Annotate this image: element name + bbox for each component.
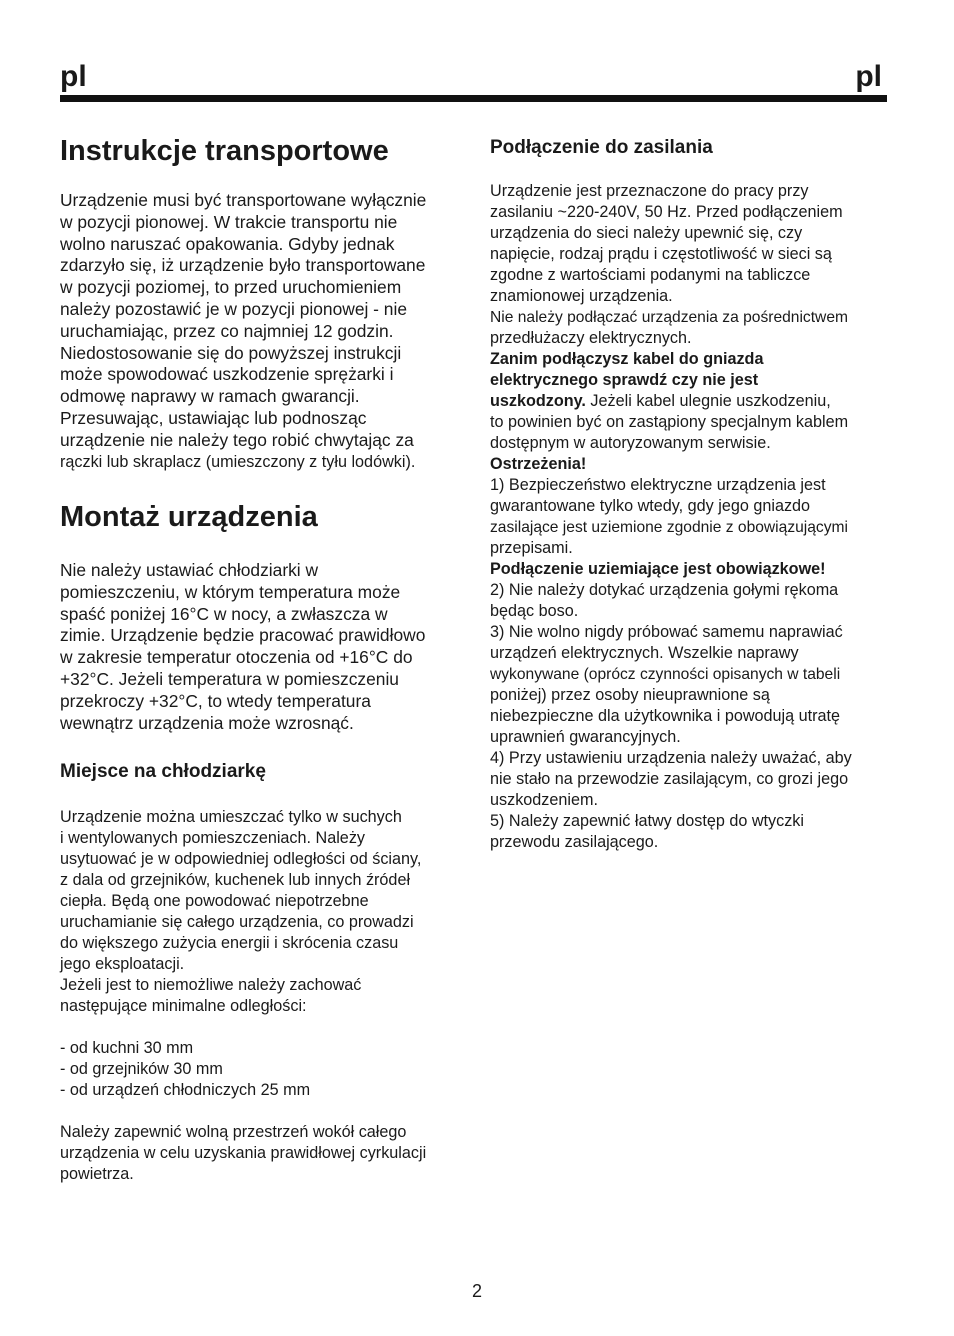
- transport-line: Urządzenie musi być transportowane wyłącznie: [60, 190, 427, 210]
- zasilanie-line: Nie należy podłączać urządzenia za pośrednictwem: [490, 309, 848, 326]
- montaz-title: Montaż urządzenia: [60, 501, 318, 533]
- transport-line: w pozycji pionowej. W trakcie transportu nie: [60, 211, 398, 232]
- zasilanie-line: nie stało na przewodzie zasilającym, co grozi jego: [490, 770, 849, 788]
- zasilanie-line: [490, 391, 852, 412]
- header-language-left: pl: [60, 60, 87, 93]
- transport-line: Przesuwając, ustawiając lub podnosząc: [60, 407, 367, 428]
- miejsce-title: Miejsce na chłodziarkę: [60, 761, 266, 782]
- header-language-right: pl: [855, 60, 882, 93]
- zasilanie-line: uszkodzeniem.: [490, 791, 598, 809]
- zasilanie-line: gwarantowane tylko wtedy, gdy jego gniazdo: [490, 497, 811, 515]
- circulation-line: powietrza.: [60, 1165, 134, 1183]
- transport-line: rączki lub skraplacz (umieszczony z tyłu lodówki).: [60, 452, 416, 471]
- zasilanie-line: 4) Przy ustawieniu urządzenia należy uważać, aby: [490, 749, 852, 767]
- zasilanie-title: Podłączenie do zasilania: [490, 137, 713, 158]
- circulation-line: Należy zapewnić wolną przestrzeń wokół całego: [60, 1123, 407, 1141]
- zasilanie-line: uprawnień gwarancyjnych.: [490, 728, 681, 746]
- zasilanie-line: to powinien być on zastąpiony specjalnym kablem: [490, 413, 849, 431]
- montaz-line: zimie. Urządzenie będzie pracować prawidłowo: [60, 625, 426, 646]
- zasilanie-line: zasilaniu ~220-240V, 50 Hz. Przed podłączeniem: [490, 203, 843, 221]
- page-number: 2: [471, 1281, 482, 1301]
- grounding-warning: Podłączenie uziemiające jest obowiązkowe!: [490, 560, 826, 578]
- list-item: - od grzejników 30 mm: [60, 1060, 223, 1078]
- miejsce-line: Urządzenie można umieszczać tylko w suchych: [60, 808, 402, 826]
- montaz-line: +32°C. Jeżeli temperatura w pomieszczeniu: [60, 668, 399, 689]
- transport-line: urządzenie nie należy tego robić chwytając za: [60, 429, 414, 450]
- zasilanie-line: dostępnym w autoryzowanym serwisie.: [490, 434, 771, 452]
- zasilanie-line: zasilające jest uziemione zgodnie z obowiązującymi: [490, 519, 848, 536]
- miejsce-line: ciepła. Będą one powodować niepotrzebne: [60, 892, 369, 910]
- transport-title: Instrukcje transportowe: [60, 135, 389, 167]
- montaz-line: wewnątrz urządzenia może wzrosnąć.: [60, 712, 354, 733]
- miejsce-line: uruchamianie się całego urządzenia, co prowadzi: [60, 913, 414, 931]
- transport-line: uruchamiając, przez co najmniej 12 godzin.: [60, 320, 394, 341]
- zasilanie-line: poniżej) przez osoby nieuprawnione są: [490, 686, 770, 704]
- zasilanie-line: wykonywane (oprócz czynności opisanych w tabeli: [490, 666, 841, 683]
- zasilanie-line: urządzeń elektrycznych. Wszelkie naprawy: [490, 644, 799, 662]
- montaz-line: Nie należy ustawiać chłodziarki w: [60, 560, 319, 580]
- header-rule: [60, 95, 887, 102]
- list-item: - od kuchni 30 mm: [60, 1039, 194, 1057]
- montaz-line: pomieszczeniu, w którym temperatura może: [60, 581, 401, 602]
- zasilanie-line: napięcie, rodzaj prądu i częstotliwość w sieci są: [490, 245, 832, 263]
- montaz-line: w zakresie temperatur otoczenia od +16°C do: [60, 647, 413, 668]
- zasilanie-line: 3) Nie wolno nigdy próbować samemu naprawiać: [490, 623, 843, 641]
- zasilanie-line: przepisami.: [490, 539, 573, 557]
- cable-warning-line: Zanim podłączysz kabel do gniazda: [490, 350, 764, 368]
- zasilanie-line: 1) Bezpieczeństwo elektryczne urządzenia jest: [490, 476, 826, 494]
- transport-line: Niedostosowanie się do powyższej instrukcji: [60, 342, 402, 363]
- list-item: - od urządzeń chłodniczych 25 mm: [60, 1081, 311, 1099]
- transport-line: może spowodować uszkodzenie sprężarki i: [60, 364, 394, 385]
- circulation-text: [60, 1122, 426, 1185]
- zasilanie-text: [490, 181, 852, 853]
- transport-line: zdarzyło się, iż urządzenie było transportowane: [60, 255, 426, 276]
- miejsce-line: z dala od grzejników, kuchenek lub innych źródeł: [60, 871, 411, 889]
- zasilanie-line: zgodne z wartościami podanymi na tabliczce: [490, 266, 811, 284]
- warnings-heading: Ostrzeżenia!: [490, 455, 587, 473]
- transport-line: wolno naruszać opakowania. Gdyby jednak: [60, 233, 395, 254]
- cable-warning-rest: Jeżeli kabel ulegnie uszkodzeniu,: [585, 392, 831, 410]
- miejsce-line: i wentylowanych pomieszczeniach. Należy: [60, 829, 366, 847]
- zasilanie-line: znamionowej urządzenia.: [490, 287, 673, 305]
- zasilanie-line: niebezpieczne dla użytkownika i powodują utratę: [490, 707, 841, 725]
- zasilanie-line: urządzenia do sieci należy upewnić się, czy: [490, 224, 803, 242]
- circulation-line: urządzenia w celu uzyskania prawidłowej cyrkulacji: [60, 1144, 427, 1162]
- zasilanie-line: przedłużaczy elektrycznych.: [490, 329, 692, 347]
- miejsce-line: do większego zużycia energii i skrócenia czasu: [60, 934, 399, 952]
- zasilanie-line: 2) Nie należy dotykać urządzenia gołymi rękoma: [490, 581, 839, 599]
- zasilanie-line: 5) Należy zapewnić łatwy dostęp do wtyczki: [490, 812, 804, 830]
- montaz-line: przekroczy +32°C, to wtedy temperatura: [60, 690, 371, 711]
- zasilanie-line: przewodu zasilającego.: [490, 833, 659, 851]
- distance-list: [60, 1038, 310, 1101]
- zasilanie-line: Urządzenie jest przeznaczone do pracy przy: [490, 182, 809, 200]
- montaz-line: spaść poniżej 16°C w nocy, a zwłaszcza w: [60, 603, 388, 624]
- montaz-text: [60, 560, 425, 734]
- transport-line: w pozycji poziomej, to przed uruchomieniem: [60, 277, 402, 298]
- transport-line: należy pozostawić je w pozycji pionowej - nie: [60, 298, 408, 319]
- cable-warning-bold: uszkodzony.: [490, 392, 586, 410]
- miejsce-line: Jeżeli jest to niemożliwe należy zachować: [60, 976, 362, 994]
- miejsce-line: usytuować je w odpowiedniej odległości od ściany,: [60, 850, 422, 868]
- cable-warning-line: elektrycznego sprawdź czy nie jest: [490, 371, 759, 389]
- miejsce-text: [60, 807, 421, 1017]
- zasilanie-line: będąc boso.: [490, 602, 579, 620]
- transport-text: [60, 190, 426, 473]
- miejsce-line: następujące minimalne odległości:: [60, 997, 307, 1015]
- transport-line: odmowę naprawy w ramach gwarancji.: [60, 386, 360, 407]
- miejsce-line: jego eksploatacji.: [60, 955, 185, 973]
